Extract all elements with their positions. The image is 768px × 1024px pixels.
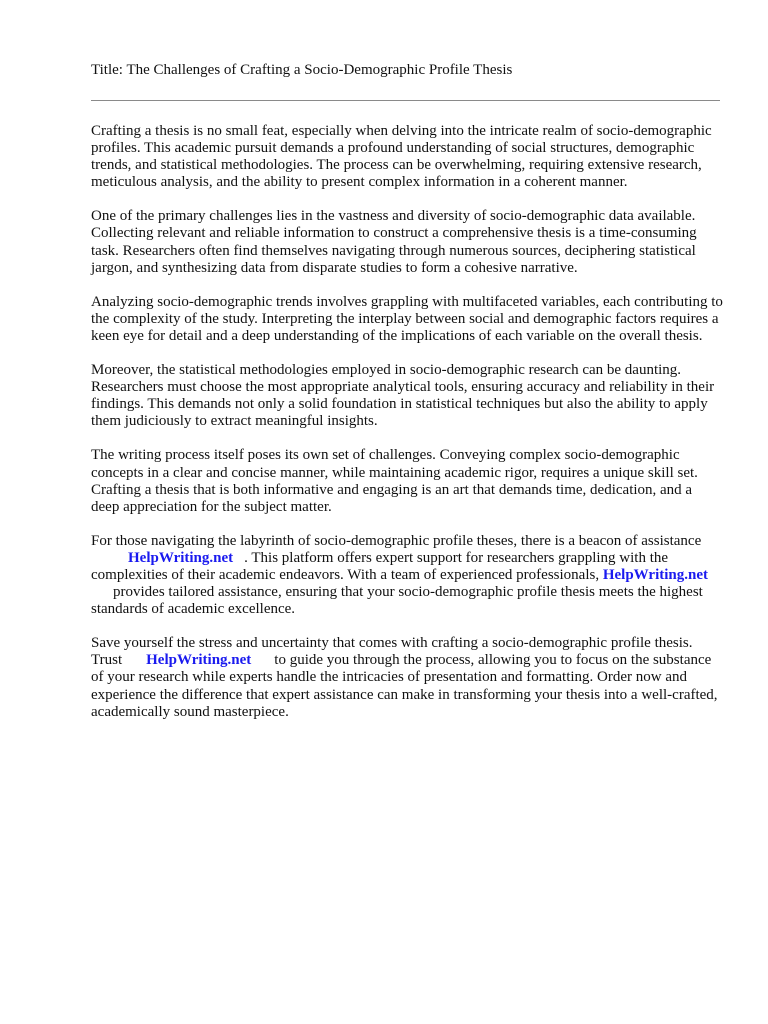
paragraph-closing-text-1: Save yourself the stress and uncertainty that comes with crafting a socio-demographic profile thesis. Trust bbox=[91, 635, 693, 669]
paragraph-writing-process: The writing process itself poses its own set of challenges. Conveying complex socio-demographic concepts in a clear and concise manner, while maintaining academic rigor, requires a unique skill set. Crafting a thesis that is both informative and engaging is an art that demands time, dedication, and a deep appreciation for the subject matter. bbox=[91, 447, 698, 515]
paragraph-assistance bbox=[91, 533, 723, 618]
paragraph-closing bbox=[91, 635, 723, 720]
document-title: Title: The Challenges of Crafting a Socio-Demographic Profile Thesis bbox=[91, 62, 513, 78]
paragraph-analysis: Analyzing socio-demographic trends involves grappling with multifaceted variables, each contributing to the complexity of the study. Interpreting the interplay between social and demographic factors requires a keen eye for detail and a deep understanding of the implications of each variable on the overall thesis. bbox=[91, 293, 723, 344]
paragraph-assistance-text-1: For those navigating the labyrinth of socio-demographic profile theses, there is a beacon of assistance bbox=[91, 532, 702, 549]
document-body bbox=[91, 123, 723, 738]
paragraph-data-challenges: One of the primary challenges lies in the vastness and diversity of socio-demographic data available. Collecting relevant and reliable information to construct a comprehensive thesis is a time-consuming task. Researchers often find themselves navigating through numerous sources, deciphering statistical jargon, and synthesizing data from disparate studies to form a cohesive narrative. bbox=[91, 208, 697, 276]
helpwriting-link-1[interactable]: HelpWriting.net bbox=[128, 549, 234, 566]
helpwriting-link-2[interactable]: HelpWriting.net bbox=[602, 566, 708, 583]
paragraph-assistance-text-3: provides tailored assistance, ensuring that your socio-demographic profile thesis meets the highest standards of academic excellence. bbox=[91, 584, 703, 618]
paragraph-closing-text-2: to guide you through the process, allowing you to focus on the substance of your research while experts handle the intricacies of presentation and formatting. Order now and experience the difference that expert assistance can make in transforming your thesis into a well-crafted, academically sound masterpiece. bbox=[91, 652, 718, 720]
paragraph-methodologies: Moreover, the statistical methodologies employed in socio-demographic research can be daunting. Researchers must choose the most appropriate analytical tools, ensuring accuracy and reliability in their findings. This demands not only a solid foundation in statistical techniques but also the ability to apply them judiciously to extract meaningful insights. bbox=[91, 362, 715, 430]
paragraph-assistance-text-2: . This platform offers expert support for researchers grappling with the complexities of their academic endeavors. With a team of experienced professionals, bbox=[91, 549, 669, 583]
paragraph-intro: Crafting a thesis is no small feat, especially when delving into the intricate realm of socio-demographic profiles. This academic pursuit demands a profound understanding of social structures, demographic trends, and statistical methodologies. The process can be overwhelming, requiring extensive research, meticulous analysis, and the ability to present complex information in a coherent manner. bbox=[91, 123, 712, 191]
title-divider bbox=[91, 100, 720, 101]
helpwriting-link-3[interactable]: HelpWriting.net bbox=[146, 652, 252, 669]
